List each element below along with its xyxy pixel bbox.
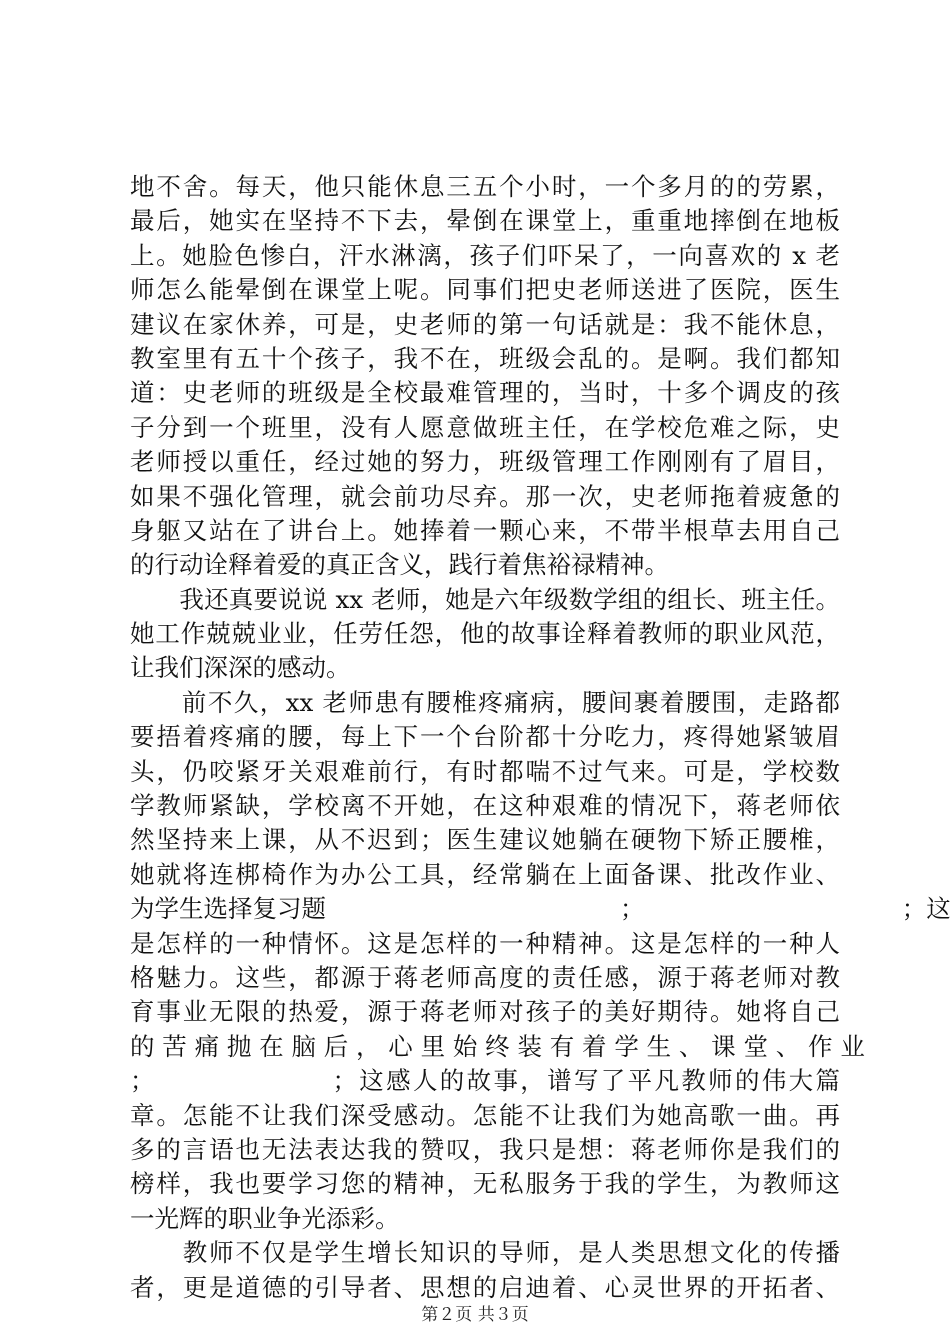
- text-line: 老师授以重任，经过她的努力，班级管理工作刚刚有了眉目，: [130, 447, 840, 477]
- text-line: 多的言语也无法表达我的赞叹，我只是想：蒋老师你是我们的: [130, 1134, 840, 1164]
- text-line: 师怎么能晕倒在课堂上呢。同事们把史老师送进了医院，医生: [130, 275, 840, 305]
- text-line: ； ；这感人的故事，谱写了平凡教师的伟大篇: [130, 1066, 840, 1096]
- text-line: 让我们深深的感动。: [130, 653, 351, 683]
- text-line: 的 苦 痛 抛 在 脑 后 ， 心 里 始 终 装 有 着 学 生 、 课 堂 、 作 业: [130, 1031, 865, 1061]
- text-line: 地不舍。每天，他只能休息三五个小时，一个多月的的劳累，: [130, 172, 840, 201]
- text-line: 子分到一个班里，没有人愿意做班主任，在学校危难之际，史: [130, 412, 840, 442]
- text-line: 我还真要说说 xx 老师，她是六年级数学组的组长、班主任。: [130, 584, 840, 614]
- text-line: 要捂着疼痛的腰，每上下一个台阶都十分吃力，疼得她紧皱眉: [130, 722, 840, 752]
- text-line: 建议在家休养，可是，史老师的第一句话就是：我不能休息，: [130, 309, 840, 339]
- text-line: 教师不仅是学生增长知识的导师，是人类思想文化的传播: [130, 1238, 840, 1268]
- text-line: 身躯又站在了讲台上。她捧着一颗心来，不带半根草去用自己: [130, 515, 840, 545]
- text-line: 头，仍咬紧牙关艰难前行，有时都喘不过气来。可是，学校数: [130, 756, 840, 786]
- text-line: 育事业无限的热爱，源于蒋老师对孩子的美好期待。她将自己: [130, 997, 840, 1027]
- text-line: 上。她脸色惨白，汗水淋漓，孩子们吓呆了，一向喜欢的 x 老: [130, 240, 840, 270]
- text-line: 最后，她实在坚持不下去，晕倒在课堂上，重重地摔倒在地板: [130, 206, 840, 236]
- text-line: 道：史老师的班级是全校最难管理的，当时，十多个调皮的孩: [130, 378, 840, 408]
- page-footer: 第２页 共３页: [421, 1305, 529, 1325]
- text-line: 榜样，我也要学习您的精神，无私服务于我的学生，为教师这: [130, 1169, 840, 1199]
- text-line: 前不久，xx 老师患有腰椎疼痛病，腰间裹着腰围，走路都: [130, 687, 840, 717]
- text-line: 一光辉的职业争光添彩。: [130, 1203, 400, 1233]
- text-line: 然坚持来上课，从不迟到；医生建议她躺在硬物下矫正腰椎，: [130, 825, 840, 855]
- text-line: 她工作兢兢业业，任劳任怨，他的故事诠释着教师的职业风范，: [130, 619, 840, 649]
- text-line: 学教师紧缺，学校离不开她，在这种艰难的情况下，蒋老师依: [130, 791, 840, 821]
- text-line: 如果不强化管理，就会前功尽弃。那一次，史老师拖着疲惫的: [130, 481, 840, 511]
- text-line: 格魅力。这些，都源于蒋老师高度的责任感，源于蒋老师对教: [130, 962, 840, 992]
- text-line: 她就将连梆椅作为办公工具，经常躺在上面备课、批改作业、: [130, 859, 840, 889]
- text-line: 章。怎能不让我们深受感动。怎能不让我们为她高歌一曲。再: [130, 1100, 840, 1130]
- body-text: [130, 170, 951, 1305]
- text-line: 为学生选择复习题 ； ；这: [130, 894, 951, 924]
- text-line: 的行动诠释着爱的真正含义，践行着焦裕禄精神。: [130, 550, 669, 580]
- text-line: 是怎样的一种情怀。这是怎样的一种精神。这是怎样的一种人: [130, 928, 840, 958]
- text-line: 者，更是道德的引导者、思想的启迪着、心灵世界的开拓者、: [130, 1272, 840, 1302]
- text-line: 教室里有五十个孩子，我不在，班级会乱的。是啊。我们都知: [130, 343, 840, 373]
